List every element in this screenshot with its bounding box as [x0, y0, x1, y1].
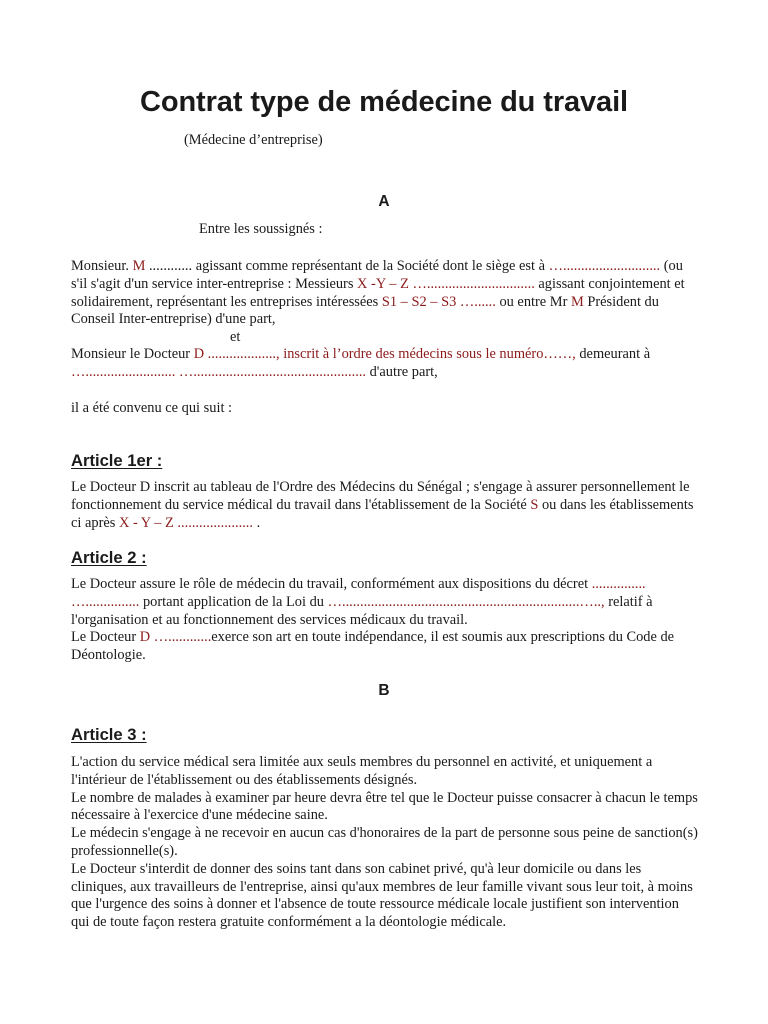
party2-placeholder: D ..................., inscrit à l’ordre des médecins sous le numéro……, — [193, 346, 576, 362]
party1-placeholder: M — [570, 293, 584, 310]
article3-paragraph: L'action du service médical sera limitée aux seuls membres du personnel en activité, et uniquement a l'intérieur de l'établissement ou des établissements désignés. — [71, 754, 653, 788]
party1-placeholder: X -Y – Z ….............................. — [357, 275, 535, 292]
article2-text: Le Docteur — [71, 629, 140, 646]
section-letter-a: A — [378, 193, 390, 210]
party2-text: Monsieur le Docteur — [71, 346, 194, 362]
article1-text: ou dans les établissements ci après — [71, 496, 694, 531]
article2-text: relatif à l'organisation et au fonctionnement des services médicaux du travail. — [71, 593, 653, 628]
party1-text: Monsieur. — [71, 258, 133, 274]
party1-text: Président du Conseil Inter-entreprise) d'une part, — [71, 293, 659, 328]
article3-paragraph: Le médecin s'engage à ne recevoir en aucun cas d'honoraires de la part de personne sous peine de sanction(s) professionnelle(s). — [71, 825, 698, 859]
article-3-body — [71, 754, 699, 932]
article3-paragraph: Le nombre de malades à examiner par heure devra être tel que le Docteur puisse consacrer à chacun le temps nécessaire à l'exercice d'une médecine saine. — [71, 789, 698, 824]
party2-text: d'autre part, — [366, 363, 438, 380]
article2-text: portant application de la Loi du — [139, 593, 328, 610]
article-1-heading: Article 1er : — [71, 451, 163, 470]
party1-text: ............ agissant comme représentant de la Société dont le siège est à — [145, 258, 549, 274]
et-text: et — [230, 329, 241, 345]
party1-placeholder: M — [132, 258, 146, 274]
party1-placeholder: S1 – S2 – S3 …...... — [381, 293, 496, 310]
party1-text: agissant conjointement et solidairement, représentant les entreprises intéressées — [71, 275, 685, 310]
article2-placeholder: ............... …............... — [71, 576, 646, 610]
convenu-text: il a été convenu ce qui suit : — [71, 400, 233, 416]
document-subtitle: (Médecine d’entreprise) — [184, 132, 323, 148]
article1-text: . — [253, 514, 261, 531]
article-2-body — [71, 576, 699, 665]
article2-placeholder: D …............ — [139, 629, 212, 646]
article1-placeholder: X - Y – Z ..................... — [118, 514, 253, 531]
article-3-heading: Article 3 : — [71, 725, 147, 744]
party-one-paragraph — [71, 258, 699, 329]
article-1-body — [71, 479, 699, 532]
party2-placeholder: …......................... …................................................ — [71, 363, 367, 380]
party1-text: (ou s'il s'agit d'un service inter-entreprise : Messieurs — [71, 258, 683, 292]
document-title: Contrat type de médecine du travail — [139, 86, 628, 118]
article2-placeholder: …..................................................................….., — [327, 593, 605, 610]
party1-placeholder: …........................... — [548, 258, 661, 274]
intro-text: Entre les soussignés : — [199, 221, 323, 237]
article1-text: Le Docteur D inscrit au tableau de l'Ordre des Médecins du Sénégal ; s'engage à assurer personnellement le fonctionnement du service médical du travail dans l'établissement de la Société — [71, 479, 690, 513]
article3-paragraph: Le Docteur s'interdit de donner des soins tant dans son cabinet privé, qu'à leur domicile ou dans les cliniques, aux travailleurs de l'entreprise, ainsi qu'aux membres de leur famille vivant sous leur toit, à moins que l'urgence des soins à donner et l'absence de toute ressource médicale locale justifient son intervention qui de toute façon restera gratuite conformément a la déontologie médicale. — [71, 860, 693, 931]
party1-text: ou entre Mr — [495, 293, 571, 310]
party-two-paragraph — [71, 346, 699, 382]
article1-placeholder: S — [530, 496, 539, 513]
party2-text: demeurant à — [575, 346, 651, 362]
article2-text: exerce son art en toute indépendance, il est soumis aux prescriptions du Code de Déontologie. — [71, 629, 675, 664]
section-letter-b: B — [378, 682, 390, 699]
article-2-heading: Article 2 : — [71, 548, 147, 567]
article2-text: Le Docteur assure le rôle de médecin du travail, conformément aux dispositions du décret — [71, 576, 592, 592]
